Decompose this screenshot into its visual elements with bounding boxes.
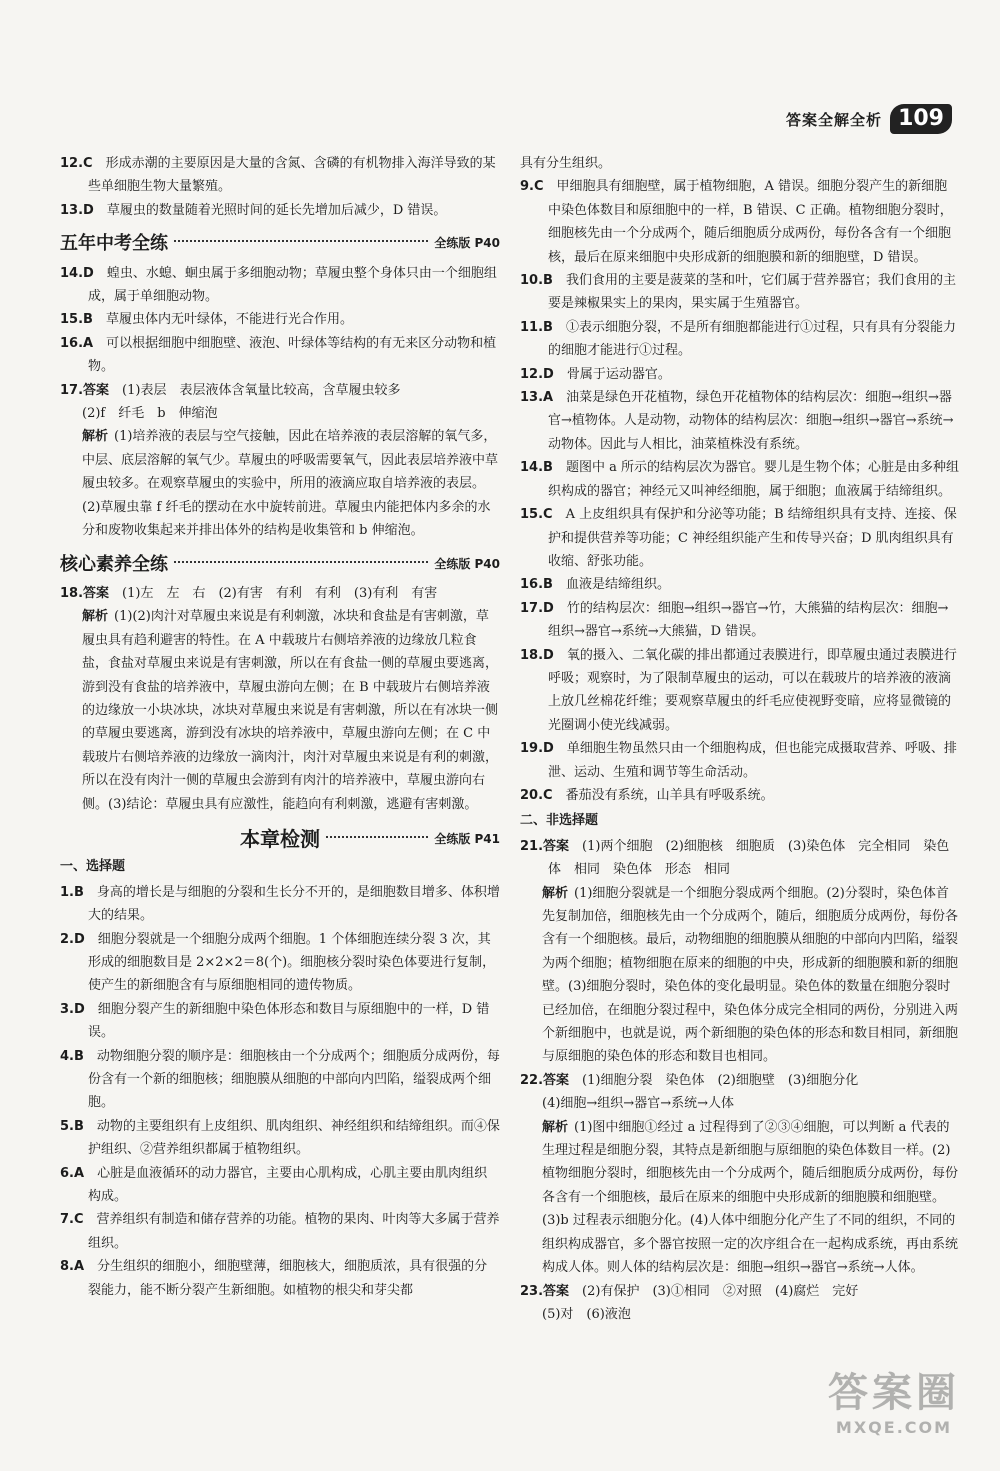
item-number: 6.A <box>60 1165 85 1181</box>
item-text: 蝗虫、水螅、蛔虫属于多细胞动物；草履虫整个身体只由一个细胞组成，属于单细胞动物。 <box>88 265 497 305</box>
item-text: 动物的主要组织有上皮组织、肌肉组织、神经组织和结缔组织。而④保护组织、②营养组织都属于植物组织。 <box>88 1118 500 1158</box>
answer-text: (1)细胞分裂 染色体 (2)细胞壁 (3)细胞分化 <box>582 1072 859 1088</box>
item-number: 12.C <box>60 156 93 171</box>
item-number: 7.C <box>60 1212 84 1228</box>
answer-text: (1)表层 表层液体含氧量比较高，含草履虫较多 <box>122 382 401 398</box>
page-number: 109 <box>890 104 952 134</box>
analysis <box>520 882 960 1069</box>
item-number: 2.D <box>60 931 85 947</box>
section-heading <box>60 232 500 255</box>
subsection-heading: 一、选择题 <box>60 859 126 875</box>
answer-item <box>520 737 960 784</box>
answer-item <box>60 262 500 309</box>
answer-item <box>60 998 500 1045</box>
section-title: 核心素养全练 <box>60 553 168 575</box>
answer-text: (1)左 左 右 (2)有害 有利 有利 (3)有利 有害 <box>122 585 438 601</box>
analysis-text: (1)细胞分裂就是一个细胞分裂成两个细胞。(2)分裂时，染色体首先复制加倍，细胞核先由一个分成两个，随后，细胞质分成两份，每份各含有一个细胞核。最后，动物细胞的细胞膜从细胞的中部向内凹陷，缢裂为两个细胞；植物细胞在原来的细胞的中央，形成新的细胞膜和新的细胞壁。(3)细胞分裂时，染色体的变化最明显。染色体的数量在细胞分裂时已经加倍，在细胞分裂过程中，染色体分成完全相同的两份，分别进入两个新细胞中，也就是说，两个新细胞的染色体的形态和数目相同，新细胞与原细胞的染色体的形态和数目也相同。 <box>542 885 959 1065</box>
item-text: 细胞分裂就是一个细胞分成两个细胞。1 个体细胞连续分裂 3 次，其形成的细胞数目是 2×2×2＝8(个)。细胞核分裂时染色体要进行复制，使产生的新细胞含有与原细胞相同的遗传物质。 <box>88 931 496 994</box>
answer-item <box>520 784 960 807</box>
answer-item <box>520 597 960 644</box>
item-text: 形成赤潮的主要原因是大量的含氮、含磷的有机物排入海洋导致的某些单细胞生物大量繁殖。 <box>88 156 496 195</box>
chapter-title: 本章检测 <box>240 826 320 851</box>
item-number: 13.D <box>60 202 94 218</box>
item-text: 草履虫体内无叶绿体，不能进行光合作用。 <box>105 312 353 328</box>
analysis-text: (1)(2)肉汁对草履虫来说是有利刺激，冰块和食盐是有害刺激，草履虫具有趋利避害的特性。在 A 中载玻片右侧培养液的边缘放几粒食盐，食盐对草履虫来说是有害刺激，所以在有食盐一侧的草履虫要逃离，游到没有食盐的培养液中，草履虫游向左侧；在 B 中载玻片右侧培养液的边缘放一小块冰块，冰块对草履虫来说是有害刺激，所以在有冰块一侧的草履虫要逃离，游到没有冰块的培养液中，草履虫游向左侧；在 C 中载玻片右侧培养液的边缘放一滴肉汁，肉汁对草履虫来说是有利的刺激，所以在没有肉汁一侧的草履虫会游到有肉汁的培养液中，草履虫游向右侧。(3)结论：草履虫具有应激性，能趋向有利刺激，逃避有害刺激。 <box>82 609 499 812</box>
item-text: 氧的摄入、二氧化碳的排出都通过表膜进行，即草履虫通过表膜进行呼吸；观察时，为了限制草履虫的运动，可以在载玻片的培养液的液滴上放几丝棉花纤维；要观察草履虫的纤毛应使视野变暗，应将显微镜的光圈调小使光线减弱。 <box>548 647 957 733</box>
answer-item <box>60 1255 500 1302</box>
right-column <box>520 152 960 1326</box>
analysis <box>520 1116 960 1280</box>
item-number: 15.B <box>60 312 93 328</box>
item-text: 油菜是绿色开花植物，绿色开花植物体的结构层次：细胞→组织→器官→植物体。人是动物，动物体的结构层次：细胞→组织→器官→系统→动物体。因此与人相比，油菜植株没有系统。 <box>548 390 954 452</box>
answer-continuation: 具有分生组织。 <box>520 156 612 171</box>
item-number: 11.B <box>520 319 553 335</box>
answer-item <box>60 1208 500 1255</box>
item-number: 18.答案 <box>60 585 110 601</box>
answer-item <box>520 456 960 503</box>
answer-item <box>520 573 960 596</box>
answer-item <box>60 199 500 222</box>
chapter-heading <box>60 828 500 851</box>
answer-text: (2)有保护 (3)①相同 ②对照 (4)腐烂 完好 <box>582 1283 859 1299</box>
item-number: 8.A <box>60 1259 85 1275</box>
header-title: 答案全解全析 <box>786 110 883 129</box>
item-number: 18.D <box>520 647 554 663</box>
item-number: 5.B <box>60 1118 84 1134</box>
answer-item <box>520 386 960 456</box>
analysis-label: 解析 <box>82 429 109 445</box>
answer-continuation: (5)对 (6)液泡 <box>542 1306 631 1322</box>
item-number: 3.D <box>60 1001 85 1017</box>
answer-item <box>60 332 500 379</box>
item-number: 9.C <box>520 179 544 195</box>
item-text: 可以根据细胞中细胞壁、液泡、叶绿体等结构的有无来区分动物和植物。 <box>88 335 497 375</box>
answer-item <box>60 1045 500 1115</box>
item-number: 23.答案 <box>520 1283 570 1299</box>
item-number: 19.D <box>520 741 554 757</box>
section-title: 五年中考全练 <box>60 233 168 255</box>
item-number: 1.B <box>60 884 84 900</box>
item-text: 我们食用的主要是菠菜的茎和叶，它们属于营养器官；我们食用的主要是辣椒果实上的果肉，果实属于生殖器官。 <box>548 273 956 312</box>
item-text: 营养组织有制造和储存营养的功能。植物的果肉、叶肉等大多属于营养组织。 <box>88 1212 500 1251</box>
answer-item <box>520 1069 960 1092</box>
item-number: 15.C <box>520 507 553 523</box>
chapter-page-ref: 全练版 P41 <box>434 831 500 846</box>
answer-item <box>520 503 960 573</box>
section-page-ref: 全练版 P40 <box>434 556 500 571</box>
item-text: 身高的增长是与细胞的分裂和生长分不开的，是细胞数目增多、体积增大的结果。 <box>88 884 500 924</box>
section-leader-dots <box>174 240 428 242</box>
item-text: 竹的结构层次：细胞→组织→器官→竹，大熊猫的结构层次：细胞→组织→器官→系统→大熊猫，D 错误。 <box>548 600 949 640</box>
answer-item <box>520 835 960 882</box>
answer-item <box>60 152 500 199</box>
answer-continuation: (2)f 纤毛 b 伸缩泡 <box>82 406 218 422</box>
section-leader-dots <box>174 561 428 563</box>
answer-item <box>520 316 960 363</box>
answer-continuation: (4)细胞→组织→器官→系统→人体 <box>542 1096 734 1112</box>
item-text: 心脏是血液循环的动力器官，主要由心肌构成，心肌主要由肌肉组织构成。 <box>88 1165 488 1205</box>
answer-item <box>520 1280 960 1303</box>
watermark <box>828 1361 960 1437</box>
answer-item <box>520 363 960 386</box>
answer-item <box>60 881 500 928</box>
item-number: 10.B <box>520 273 553 289</box>
watermark-url: MXQE.COM <box>835 1418 953 1437</box>
item-number: 21.答案 <box>520 838 570 854</box>
analysis-label: 解析 <box>82 609 109 625</box>
answer-item <box>520 269 960 316</box>
answer-item <box>60 1115 500 1162</box>
answer-item <box>60 379 500 402</box>
answer-item <box>520 175 960 269</box>
answer-item <box>60 1162 500 1209</box>
analysis-text: (1)培养液的表层与空气接触，因此在培养液的表层溶解的氧气多，中层、底层溶解的氧气少。草履虫的呼吸需要氧气，因此表层培养液中草履虫较多。在观察草履虫的实验中，所用的液滴应取自培养液的表层。(2)草履虫靠 f 纤毛的摆动在水中旋转前进。草履虫内能把体内多余的水分和废物收集起来并排出体外的结构是收集管和 b 伸缩泡。 <box>82 429 499 539</box>
item-number: 14.D <box>60 265 94 281</box>
item-number: 20.C <box>520 787 553 803</box>
section-page-ref: 全练版 P40 <box>434 236 500 251</box>
analysis-label: 解析 <box>542 885 569 901</box>
item-number: 14.B <box>520 460 553 476</box>
item-number: 17.答案 <box>60 382 110 398</box>
item-number: 16.B <box>520 577 553 593</box>
item-number: 16.A <box>60 335 94 351</box>
page-header <box>786 104 952 134</box>
answer-item <box>60 582 500 605</box>
answer-text: (1)两个细胞 (2)细胞核 细胞质 (3)染色体 完全相同 染色体 相同 染色体 形态 相同 <box>548 838 950 878</box>
item-number: 13.A <box>520 390 554 406</box>
subsection-heading: 二、非选择题 <box>520 813 599 829</box>
item-text: 题图中 a 所示的结构层次为器官。婴儿是生物个体；心脏是由多种组织构成的器官；神经元又叫神经细胞，属于细胞；血液属于结缔组织。 <box>548 460 959 499</box>
item-number: 17.D <box>520 600 554 616</box>
chapter-leader-dots <box>326 836 428 838</box>
analysis <box>60 425 500 542</box>
item-text: 甲细胞具有细胞壁，属于植物细胞，A 错误。细胞分裂产生的新细胞中染色体数目和原细胞中的一样，B 错误、C 正确。植物细胞分裂时，细胞核先由一个分成两个，随后细胞质分成两份，每份各含有一个细胞核，最后在原来细胞中央形成新的细胞膜和新的细胞壁，D 错误。 <box>548 179 953 265</box>
item-text: 单细胞生物虽然只由一个细胞构成，但也能完成摄取营养、呼吸、排泄、运动、生殖和调节等生命活动。 <box>548 741 957 780</box>
analysis <box>60 605 500 816</box>
item-text: 血液是结缔组织。 <box>565 577 670 593</box>
watermark-logo-text: 答案圈 <box>828 1370 960 1416</box>
item-text: ①表示细胞分裂，不是所有细胞都能进行①过程，只有具有分裂能力的细胞才能进行①过程。 <box>548 319 956 359</box>
section-heading <box>60 553 500 576</box>
item-number: 4.B <box>60 1048 84 1064</box>
item-text: 草履虫的数量随着光照时间的延长先增加后减少，D 错误。 <box>106 202 447 218</box>
item-text: A 上皮组织具有保护和分泌等功能；B 结缔组织具有支持、连接、保护和提供营养等功能；C 神经组织能产生和传导兴奋；D 肌肉组织具有收缩、舒张功能。 <box>548 507 957 569</box>
item-number: 22.答案 <box>520 1072 570 1088</box>
answer-item <box>520 644 960 738</box>
analysis-text: (1)图中细胞①经过 a 过程得到了②③④细胞，可以判断 a 代表的生理过程是细胞分裂，其特点是新细胞与原细胞的染色体数目一样。(2)植物细胞分裂时，细胞核先由一个分成两个，随后细胞质分成两份，每份各含有一个细胞核，最后在原来的细胞中央形成新的细胞膜和细胞壁。(3)b 过程表示细胞分化。(4)人体中细胞分化产生了不同的组织，不同的组织构成器官，多个器官按照一定的次序组合在一起构成系统，再由系统构成人体。则人体的结构层次是：细胞→组织→器官→系统→人体。 <box>542 1119 959 1276</box>
item-text: 动物细胞分裂的顺序是：细胞核由一个分成两个；细胞质分成两份，每份含有一个新的细胞核；细胞膜从细胞的中部向内凹陷，缢裂成两个细胞。 <box>88 1048 500 1111</box>
left-column <box>60 152 500 1302</box>
item-number: 12.D <box>520 366 554 382</box>
answer-item <box>60 308 500 331</box>
item-text: 骨属于运动器官。 <box>566 366 671 382</box>
item-text: 番茄没有系统，山羊具有呼吸系统。 <box>565 787 774 803</box>
analysis-label: 解析 <box>542 1119 569 1135</box>
answer-item <box>60 928 500 998</box>
item-text: 分生组织的细胞小，细胞壁薄，细胞核大，细胞质浓，具有很强的分裂能力，能不断分裂产生新细胞。如植物的根尖和芽尖都 <box>88 1259 488 1298</box>
item-text: 细胞分裂产生的新细胞中染色体形态和数目与原细胞中的一样，D 错误。 <box>88 1001 490 1041</box>
